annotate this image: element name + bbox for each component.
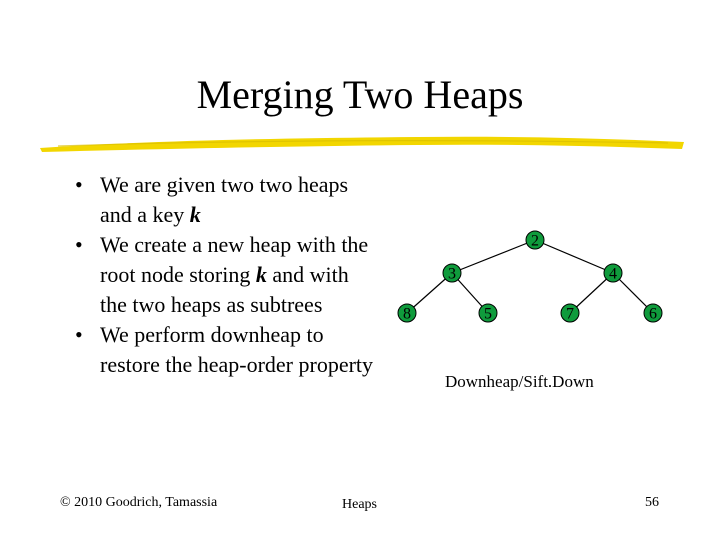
diagram-caption: Downheap/Sift.Down [445,372,594,391]
tree-node-label: 5 [484,305,492,323]
tree-node-label: 8 [403,305,411,323]
page-number: 56 [645,495,659,510]
bullet-text: We perform downheap to restore the heap-order property [100,322,374,377]
bullet-marker: • [75,172,83,197]
footer-copyright: © 2010 Goodrich, Tamassia [60,495,218,510]
bullet-marker: • [75,322,83,347]
tree-edge-n2-n4 [535,240,613,273]
tree-node-label: 3 [448,265,456,283]
bullet-text: and with the two heaps as subtrees [100,262,349,317]
tree-node-label: 4 [609,265,617,283]
bullet-marker: • [75,232,83,257]
key-variable: k [189,202,201,227]
tree-node-label: 7 [566,305,574,323]
tree-node-label: 2 [531,232,539,250]
bullet-text: We are given two two heaps and a key [100,172,349,227]
bullet-text: We create a new heap with the root node storing [100,232,369,287]
slide-title: Merging Two Heaps [196,72,524,117]
tree-node-label: 6 [649,305,657,323]
tree-edge-n2-n3 [452,240,535,273]
footer-topic: Heaps [342,497,377,512]
key-variable: k [255,262,267,287]
